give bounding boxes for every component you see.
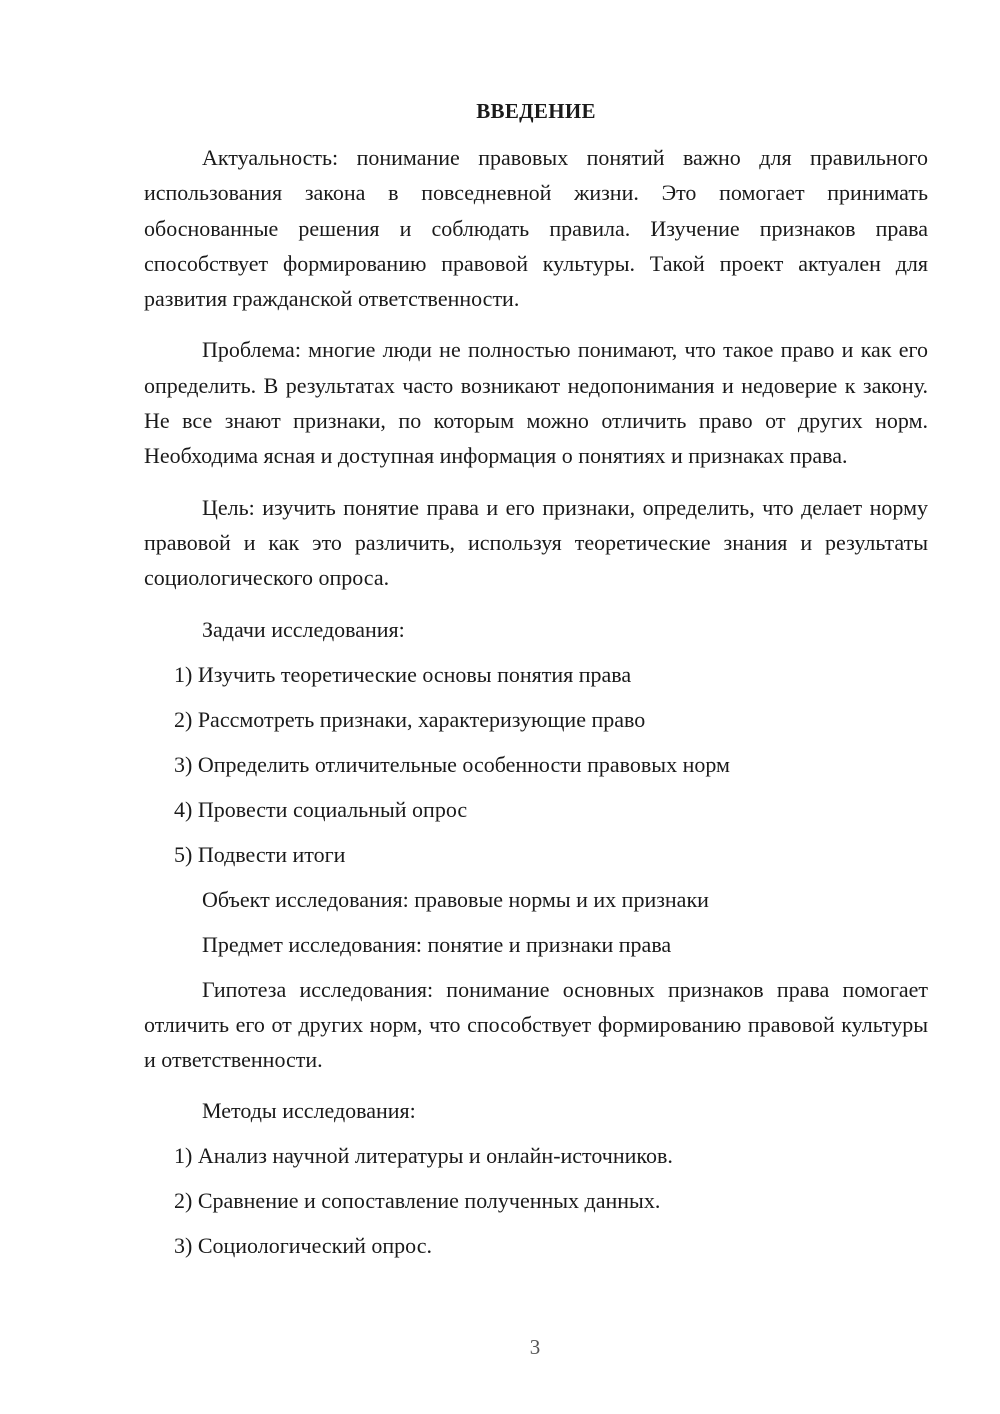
list-item: 4) Провести социальный опрос (174, 796, 468, 822)
research-subject: Предмет исследования: понятие и признаки права (202, 931, 672, 957)
tasks-heading: Задачи исследования: (202, 616, 405, 642)
list-item: 3) Определить отличительные особенности правовых норм (174, 751, 730, 777)
tasks-list (144, 657, 928, 872)
paragraph-relevance: Актуальность: понимание правовых понятий важно для правильного использования закона в повседневной жизни. Это помогает принимать обоснованные решения и соблюдать правила. Изучение признаков права способствует формированию правовой культуры. Такой проект актуален для развития гражданской ответственности. (144, 145, 928, 312)
paragraph-hypothesis: Гипотеза исследования: понимание основных признаков права помогает отличить его от других норм, что способствует формированию правовой культуры и ответственности. (144, 976, 928, 1073)
list-item: 2) Рассмотреть признаки, характеризующие право (174, 706, 646, 732)
list-item: 2) Сравнение и сопоставление полученных данных. (174, 1188, 661, 1214)
methods-list (144, 1138, 928, 1263)
section-title: ВВЕДЕНИЕ (476, 99, 596, 123)
research-object: Объект исследования: правовые нормы и их признаки (202, 886, 709, 912)
list-item: 3) Социологический опрос. (174, 1233, 432, 1259)
list-item: 1) Анализ научной литературы и онлайн-источников. (174, 1143, 673, 1169)
page-content (144, 96, 928, 1273)
page-number: 3 (529, 1335, 541, 1359)
methods-heading: Методы исследования: (202, 1098, 416, 1124)
paragraph-goal: Цель: изучить понятие права и его признаки, определить, что делает норму правовой и как это различить, используя теоретические знания и результаты социологического опроса. (144, 494, 928, 591)
list-item: 5) Подвести итоги (174, 841, 346, 867)
paragraph-problem: Проблема: многие люди не полностью понимают, что такое право и как его определить. В результатах часто возникают недопонимания и недоверие к закону. Не все знают признаки, по которым можно отличить право от других норм. Необходима ясная и доступная информация о понятиях и признаках права. (144, 337, 928, 469)
list-item: 1) Изучить теоретические основы понятия права (174, 661, 632, 687)
